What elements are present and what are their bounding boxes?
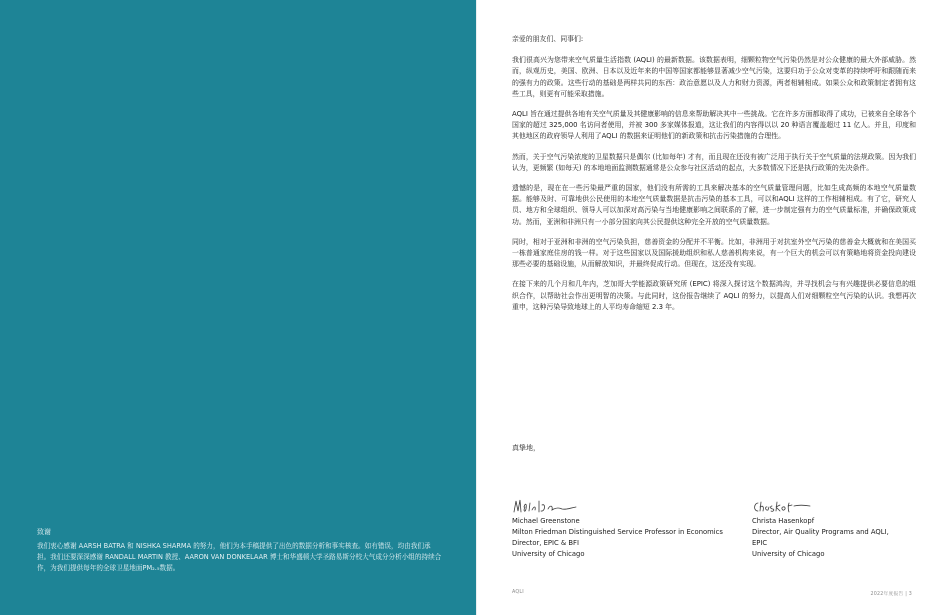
signature-hasenkopf-icon <box>752 497 889 516</box>
letter-paragraph-4: 遗憾的是，现在在一些污染最严重的国家，他们没有所需的工具来解决基本的空气质量管理问题，比如生成高频的本地空气质量数据。能够及时、可靠地供公民使用的本地空气质量数据是抗击污染的基本工具，可以和AQLI 这样的工作相辅相成。有了它，研究人员、地方和全球组织、领导人可以加深对高污染与当地健康影响之间联系的了解，进一步制定强有力的空气质量标准，并确保政策成功。然而，亚洲和非洲只有一小部分国家向其公民提供这种完全开放的空气质量数据。 <box>512 184 916 226</box>
signer-title: Director, Air Quality Programs and AQLI, <box>752 528 889 536</box>
acknowledgements-title: 致谢 <box>37 528 51 536</box>
letter-paragraph-5: 同时，相对于亚洲和非洲的空气污染负担，慈善资金的分配并不平衡。比如，非洲用于对抗室外空气污染的慈善金大概就和在美国买一栋普通家庭住房的钱一样。对于这些国家以及国际援助组织和私人慈善机构来说，有一个巨大的机会可以有策略地将资金投向建设那些必要的基础设施，从而解放知识，并最终促成行动。但现在，这还没有实现。 <box>512 237 916 269</box>
acknowledgements <box>37 527 442 574</box>
signer-greenstone <box>512 497 723 560</box>
letter-body <box>512 34 916 322</box>
letter-paragraph-3: 然而，关于空气污染浓度的卫星数据只是偶尔 (比如每年) 才有，而且现在还没有被广泛用于执行关于空气质量的法规政策。因为我们认为，更频繁 (如每天) 的本地地面监测数据通常是公众参与社区活动的起点，大多数情况下还是执行政策的先决条件。 <box>512 152 916 172</box>
acknowledgements-body: 我们衷心感谢 AARSH BATRA 和 NISHKA SHARMA 的努力，他们为本手稿提供了出色的数据分析和事实核查。如有错误，均由我们承担。我们还要深深感谢 RANDALL MARTIN 教授、AARON VAN DONKELAAR 博士和华盛顿大学圣路易斯分校大气成分分析小组的持续合作，为我们提供每年的全球卫星地面PM₂.₅数据。 <box>37 542 442 572</box>
letter-paragraph-1: 我们很高兴为您带来空气质量生活指数 (AQLI) 的最新数据。该数据表明，细颗粒物空气污染仍然是对公众健康的最大外部威胁。然而，纵观历史，美国、欧洲、日本以及近年来的中国等国家都能够显著减少空气污染，这要归功于公众对变革的持续呼吁和跟随而来的强有力的政策。这些行动的基础是两样共同的东西：政治意愿以及人力和财力资源，两者相辅相成。如果公众和政策制定者拥有这些工具，则更有可能采取措施。 <box>512 56 916 98</box>
signer-hasenkopf <box>752 497 889 560</box>
signer-org: University of Chicago <box>512 550 585 558</box>
signer-name: Christa Hasenkopf <box>752 517 815 525</box>
signer-title: Milton Friedman Distinguished Service Professor in Economics <box>512 528 723 536</box>
letter-closing: 真挚地， <box>512 444 540 452</box>
footer-page-number: 2022年度报告 | 3 <box>870 592 912 597</box>
footer-brand: AQLI <box>512 590 524 595</box>
signer-org: University of Chicago <box>752 550 825 558</box>
signer-name: Michael Greenstone <box>512 517 580 525</box>
signer-role: Director, EPIC & BFI <box>512 539 579 547</box>
page-gutter <box>476 0 477 615</box>
letter-paragraph-2: AQLI 旨在通过提供各地有关空气质量及其健康影响的信息来帮助解决其中一些挑战。它在许多方面都取得了成功，已被来自全球各个国家的超过 325,000 名访问者使用，并被 300 多家媒体报道，这让我们的内容得以以 20 种语言覆盖超过 11 亿人。并且，印度和其他地区的政府领导人利用了AQLI 的数据来证明他们的新政策和抗击污染措施的合理性。 <box>512 110 916 141</box>
letter-greeting: 亲爱的朋友们、同事们: <box>512 35 584 43</box>
signer-role: EPIC <box>752 539 768 547</box>
signature-greenstone-icon <box>512 497 723 516</box>
letter-paragraph-6: 在接下来的几个月和几年内，芝加哥大学能源政策研究所 (EPIC) 将深入探讨这个数据鸿沟，并寻找机会与有兴趣提供必要信息的组织合作，以帮助社会作出更明智的决策。与此同时，这份报告继续了 AQLI 的努力，以提高人们对细颗粒空气污染的认识。我想再次重申，这种污染导致地球上的人平均寿命缩短 2.3 年。 <box>512 280 916 311</box>
